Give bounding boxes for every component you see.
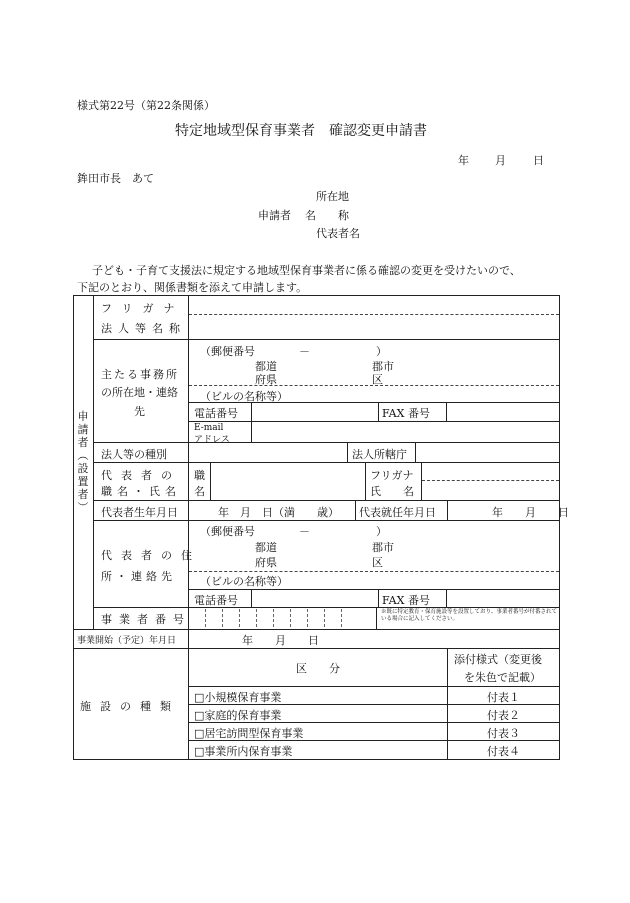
page-title: 特定地域型保育事業者 確認変更申請書	[175, 123, 427, 139]
start-date-label: 事業開始（予定）年月日	[77, 636, 177, 646]
facility-form: 付表４	[487, 745, 520, 758]
start-date-value: 年 月 日	[242, 634, 319, 647]
kubun-label: 区 分	[296, 662, 340, 675]
facility-name[interactable]: □居宅訪問型保育事業	[194, 727, 304, 740]
applicant-label: 申請者	[258, 209, 291, 222]
gunshi-label: 郡市	[372, 360, 394, 373]
fax-label: FAX 番号	[382, 407, 430, 420]
facility-name[interactable]: □家庭的保育事業	[194, 709, 282, 722]
business-number-label: 事業者番号	[101, 613, 191, 626]
shoku-label: 職	[194, 469, 205, 482]
rep-fuken-label: 府県	[255, 556, 277, 569]
body-text-line1: 子ども・子育て支援法に規定する地域型保育事業者に係る確認の変更を受けたいので、	[92, 264, 521, 277]
facility-form: 付表１	[487, 691, 520, 704]
date-day: 日	[533, 154, 544, 167]
rep-shimei-label: 氏 名	[370, 485, 414, 498]
facility-type-label: 施設の種類	[80, 700, 180, 713]
rep-start-label: 代表就任年月日	[359, 506, 436, 519]
rep-title-label-1: 代表者の	[101, 469, 181, 482]
main-office-label-1: 主たる事務所	[101, 368, 179, 381]
todo-label: 都道	[255, 360, 277, 373]
rep-postal-code-label: （郵便番号 － ）	[200, 525, 387, 538]
facility-form: 付表２	[487, 709, 520, 722]
rep-start-value: 年 月 日	[492, 506, 569, 519]
rep-title-label-2: 職名・氏名	[101, 485, 181, 498]
rep-address-label-2: 所・連絡先	[101, 570, 176, 583]
date-year: 年	[458, 154, 469, 167]
email-label: E-mail	[194, 423, 224, 433]
phone-label: 電話番号	[194, 407, 238, 420]
rep-ku-label: 区	[372, 556, 383, 569]
corp-name-label: 法人等名称	[101, 322, 186, 335]
facility-name[interactable]: □事業所内保育事業	[194, 745, 293, 758]
rep-birth-label: 代表者生年月日	[101, 506, 178, 519]
main-office-label-3: 先	[134, 405, 145, 418]
business-number-note: ※既に特定教育・保育施設等を設置しており、事業者番号が付番されている場合に記入してください。	[381, 609, 558, 622]
applicant-rep-label: 代表者名	[316, 227, 360, 240]
corp-office-label: 法人所轄庁	[352, 448, 407, 461]
mei-label: 名	[194, 485, 205, 498]
main-office-label-2: の所在地・連絡	[101, 386, 178, 399]
rep-fax-label: FAX 番号	[382, 594, 430, 607]
applicant-name-label: 名 称	[305, 209, 349, 222]
rep-building-label: （ビルの名称等）	[200, 575, 288, 588]
facility-form: 付表３	[487, 727, 520, 740]
addressee: 鉾田市長 あて	[77, 172, 154, 185]
rep-birth-value: 年 月 日（満 歳）	[218, 506, 339, 519]
email-address-label: アドレス	[194, 435, 230, 445]
fuken-label: 府県	[255, 373, 277, 386]
body-text-line2: 下記のとおり、関係書類を添えて申請します。	[77, 281, 308, 294]
corp-type-label: 法人等の種別	[101, 448, 167, 461]
rep-todo-label: 都道	[255, 541, 277, 554]
applicant-side-label: 申 請 者 ︵ 設 置 者 ︶	[77, 410, 89, 514]
postal-code-label: （郵便番号 － ）	[200, 345, 387, 358]
facility-name[interactable]: □小規模保育事業	[194, 691, 282, 704]
form-number: 様式第22号（第22条関係）	[77, 99, 215, 112]
ku-label: 区	[372, 373, 383, 386]
furigana-label: フリガナ	[101, 302, 185, 315]
rep-gunshi-label: 郡市	[372, 541, 394, 554]
building-label: （ビルの名称等）	[200, 390, 288, 403]
date-month: 月	[495, 154, 506, 167]
rep-address-label-1: 代表者の住	[101, 549, 201, 562]
attach-label-2: を朱色で記載）	[464, 671, 541, 684]
rep-furigana-label: フリガナ	[370, 469, 414, 482]
applicant-address-label: 所在地	[316, 190, 349, 203]
rep-phone-label: 電話番号	[194, 594, 238, 607]
attach-label-1: 添付様式（変更後	[454, 653, 542, 666]
